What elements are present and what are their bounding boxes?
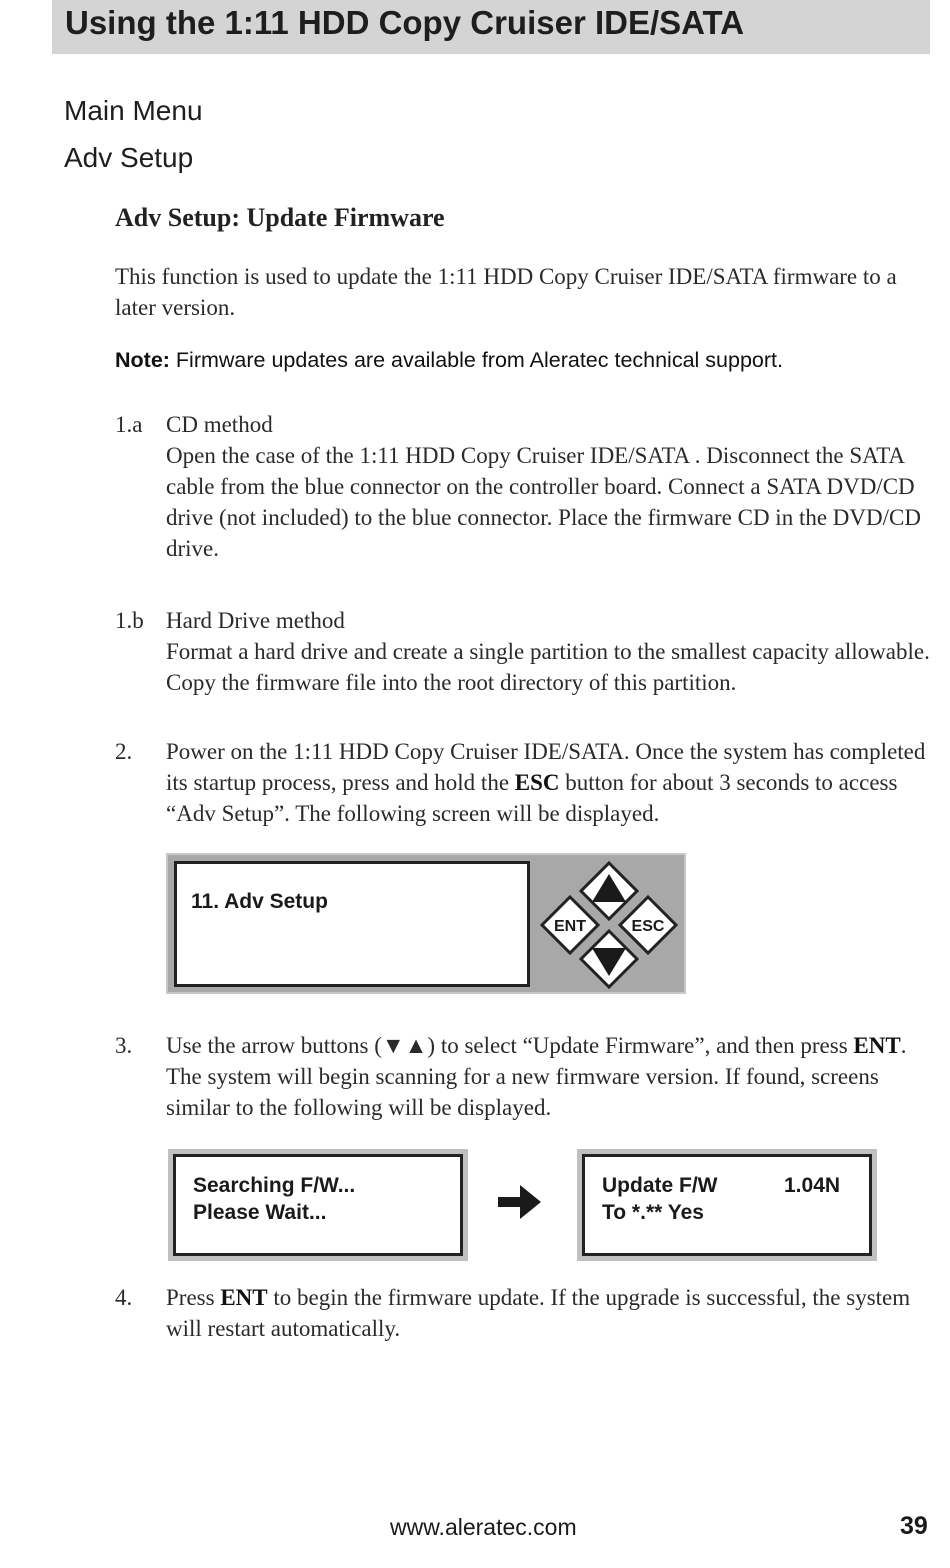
lcd-line-1-left: Update F/W — [602, 1174, 718, 1197]
step-title: CD method — [166, 412, 273, 437]
esc-key-label: ESC — [514, 770, 560, 795]
step-number: 2. — [115, 739, 133, 764]
intro-paragraph: This function is used to update the 1:11 HDD Copy Cruiser IDE/SATA firmware to a later version. — [115, 264, 897, 320]
step-number: 1.a — [115, 412, 143, 437]
ent-key-label: ENT — [220, 1285, 268, 1310]
adv-setup-heading: Adv Setup — [64, 142, 194, 173]
arrow-right-icon — [494, 1180, 544, 1224]
up-arrow-icon — [581, 863, 637, 919]
ent-key-label: ENT — [554, 918, 586, 935]
section-heading: Adv Setup: Update Firmware — [115, 203, 445, 232]
lcd-panel-adv-setup — [166, 853, 686, 994]
lcd-line-2: To *.** Yes — [602, 1201, 704, 1224]
title-bar — [52, 0, 930, 54]
lcd-line-1: 11. Adv Setup — [191, 890, 328, 913]
lcd-screen — [174, 861, 530, 987]
step-number: 3. — [115, 1033, 133, 1058]
main-menu-heading: Main Menu — [64, 95, 203, 126]
lcd-version: 1.04N — [784, 1174, 841, 1197]
lcd-line-2: Please Wait... — [193, 1201, 327, 1224]
ent-key — [542, 897, 598, 953]
keypad — [534, 855, 684, 992]
step-text: Format a hard drive and create a single partition to the smallest capacity allowable. Copy the firmware file into the root directory of this partition. — [166, 639, 930, 695]
footer-url: www.aleratec.com — [390, 1514, 577, 1540]
step-text: Use the arrow buttons (▼▲) to select “Update Firmware”, and then press ENT. The system will begin scanning for a new firmware version. If found, screens similar to the following will be displayed. — [166, 1033, 907, 1120]
ent-key-label: ENT — [853, 1033, 901, 1058]
down-arrow-icon — [581, 931, 637, 987]
step-text: Power on the 1:11 HDD Copy Cruiser IDE/SATA. Once the system has completed its startup process, press and hold the ESC button for about 3 seconds to access “Adv Setup”. The following screen will be displayed. — [166, 739, 926, 826]
page-number: 39 — [900, 1512, 928, 1540]
step-text: Press ENT to begin the firmware update. If the upgrade is successful, the system will restart automatically. — [166, 1285, 911, 1341]
step-text: Open the case of the 1:11 HDD Copy Cruiser IDE/SATA . Disconnect the SATA cable from the blue connector on the controller board. Connect a SATA DVD/CD drive (not included) to the blue connector. Place the firmware CD in the DVD/CD drive. — [166, 443, 921, 561]
step-number: 1.b — [115, 608, 144, 633]
page-title: Using the 1:11 HDD Copy Cruiser IDE/SATA — [65, 4, 745, 41]
lcd-line-1: Searching F/W... — [193, 1174, 356, 1197]
esc-key — [620, 897, 676, 953]
note-label: Note: — [115, 348, 170, 372]
step-title: Hard Drive method — [166, 608, 345, 633]
note — [115, 348, 935, 373]
lcd-searching — [168, 1149, 468, 1261]
note-text: Firmware updates are available from Aleratec technical support. — [169, 348, 783, 372]
step-number: 4. — [115, 1285, 133, 1310]
lcd-update — [577, 1149, 877, 1261]
esc-key-label: ESC — [631, 918, 665, 935]
